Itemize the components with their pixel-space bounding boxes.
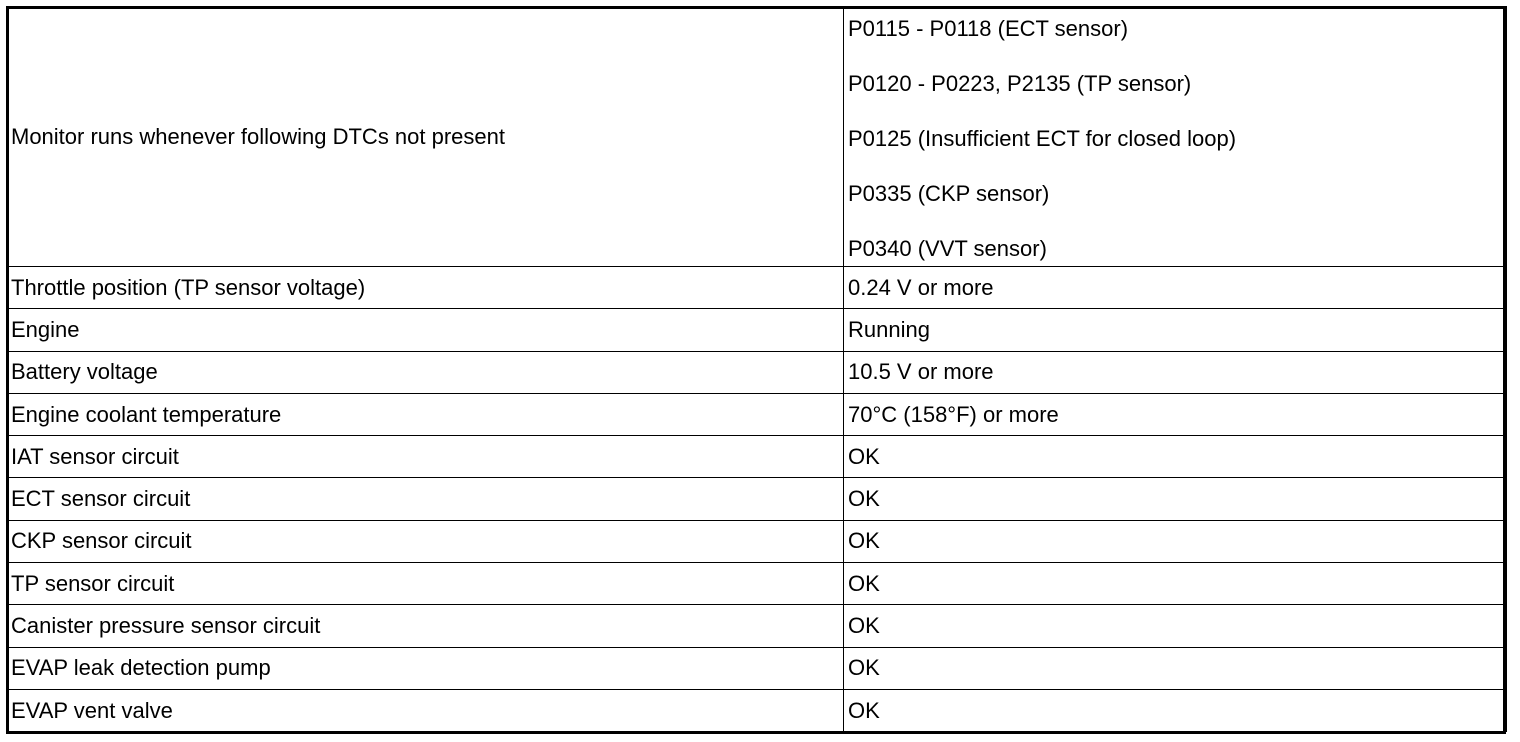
dtc-item: P0115 - P0118 (ECT sensor) — [848, 15, 1129, 41]
item-cell: CKP sensor circuit — [7, 520, 844, 562]
value-cell: 70°C (158°F) or more — [844, 393, 1507, 435]
item-cell: EVAP leak detection pump — [7, 647, 844, 689]
item-cell: ECT sensor circuit — [7, 478, 844, 520]
item-cell: Engine — [7, 309, 844, 351]
item-cell: EVAP vent valve — [7, 689, 844, 731]
value-cell: OK — [844, 605, 1507, 647]
value-cell: OK — [844, 689, 1507, 731]
value-cell: OK — [844, 647, 1507, 689]
dtc-item: P0120 - P0223, P2135 (TP sensor) — [848, 70, 1192, 96]
value-cell: OK — [844, 436, 1507, 478]
item-cell: Engine coolant temperature — [7, 393, 844, 435]
item-cell: TP sensor circuit — [7, 563, 844, 605]
value-cell: Running — [844, 309, 1507, 351]
value-cell: OK — [844, 563, 1507, 605]
value-cell: OK — [844, 520, 1507, 562]
dtc-item: P0335 (CKP sensor) — [848, 180, 1050, 206]
table-outer-border — [6, 6, 1506, 734]
dtc-item: P0340 (VVT sensor) — [848, 235, 1047, 261]
value-cell: 0.24 V or more — [844, 267, 1507, 309]
item-cell: IAT sensor circuit — [7, 436, 844, 478]
value-cell: 10.5 V or more — [844, 351, 1507, 393]
item-cell: Battery voltage — [7, 351, 844, 393]
item-cell: Throttle position (TP sensor voltage) — [7, 267, 844, 309]
item-label: Monitor runs whenever following DTCs not present — [11, 123, 506, 149]
value-cell: OK — [844, 478, 1507, 520]
dtc-item: P0125 (Insufficient ECT for closed loop) — [848, 125, 1237, 151]
item-cell: Canister pressure sensor circuit — [7, 605, 844, 647]
